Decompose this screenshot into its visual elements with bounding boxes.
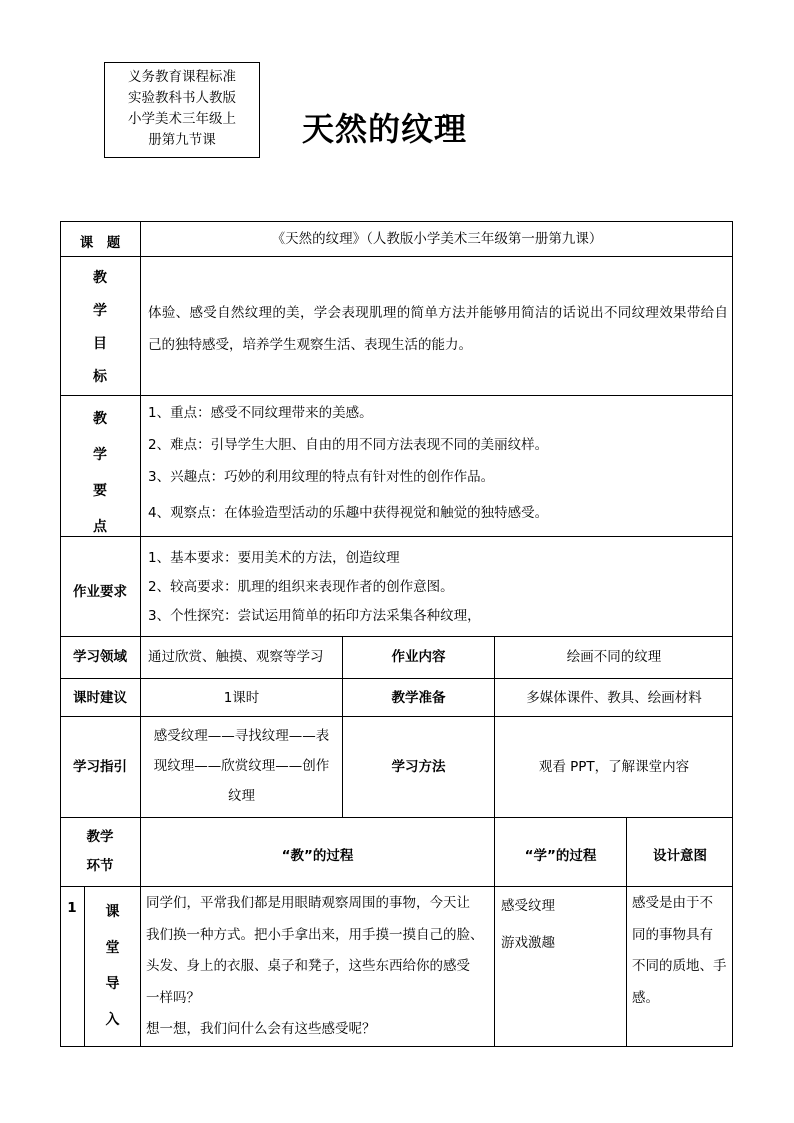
points-label-char: 要 bbox=[93, 483, 107, 499]
points-item: 4、观察点：在体验造型活动的乐趣中获得视觉和触觉的独特感受。 bbox=[148, 505, 549, 521]
lesson-plan-table bbox=[60, 221, 733, 1047]
goals-text: 体验、感受自然纹理的美，学会表现肌理的简单方法并能够用简洁的话说出不同纹理效果带给自己的独特感受，培养学生观察生活、表现生活的能力。 bbox=[148, 305, 728, 353]
step-stage bbox=[85, 894, 140, 1038]
guide-line: 感受纹理——寻找纹理——表 bbox=[153, 728, 330, 744]
step-intent-text bbox=[632, 888, 733, 1014]
stage-header bbox=[60, 823, 140, 881]
homework-content-label: 作业内容 bbox=[391, 649, 446, 665]
homework-item: 2、较高要求：肌理的组织来表现作者的创作意图。 bbox=[148, 579, 454, 595]
step-stage-char: 导 bbox=[105, 976, 120, 992]
guide-value bbox=[141, 721, 342, 811]
homework-label: 作业要求 bbox=[73, 584, 127, 600]
stage-header-line: 环节 bbox=[86, 858, 114, 874]
course-info-line: 册第九节课 bbox=[148, 132, 216, 148]
step-stage-char: 入 bbox=[105, 1012, 120, 1028]
course-info-line: 义务教育课程标准 bbox=[128, 69, 236, 85]
homework-item: 3、个性探究：尝试运用简单的拓印方法采集各种纹理， bbox=[148, 608, 481, 624]
step-teach-text bbox=[146, 888, 494, 1046]
teach-process-header: “教”的过程 bbox=[281, 848, 354, 864]
design-intent-header: 设计意图 bbox=[653, 848, 707, 864]
homework-list bbox=[148, 544, 728, 631]
step-number: 1 bbox=[67, 900, 77, 916]
step-learn-text bbox=[501, 888, 626, 962]
step-stage-char: 堂 bbox=[105, 940, 120, 956]
guide-line: 纹理 bbox=[228, 788, 255, 804]
teach-line: 头发、身上的衣服、桌子和凳子，这些东西给你的感受 bbox=[146, 958, 470, 974]
time-value: 1课时 bbox=[223, 690, 260, 706]
goals-label-char: 目 bbox=[93, 336, 107, 352]
goals-label bbox=[60, 262, 140, 394]
teach-line: 我们换一种方式。把小手拿出来，用手摸一摸自己的脸、 bbox=[146, 926, 484, 943]
learn-process-header: “学”的过程 bbox=[524, 848, 597, 864]
learn-line: 游戏激趣 bbox=[501, 935, 555, 951]
homework-content-value: 绘画不同的纹理 bbox=[566, 649, 662, 665]
topic-value: 《天然的纹理》（人教版小学美术三年级第一册第九课） bbox=[271, 231, 603, 247]
course-info-box bbox=[104, 62, 260, 158]
intent-line: 不同的质地、手 bbox=[632, 958, 727, 974]
goals-label-char: 标 bbox=[93, 369, 107, 385]
points-item: 1、重点：感受不同纹理带来的美感。 bbox=[148, 405, 373, 421]
learn-line: 感受纹理 bbox=[501, 898, 555, 914]
topic-label: 课 题 bbox=[79, 235, 121, 251]
course-info-line: 小学美术三年级上 bbox=[128, 111, 236, 127]
stage-header-line: 教学 bbox=[86, 829, 114, 845]
goals-label-char: 学 bbox=[93, 303, 107, 319]
step-stage-char: 课 bbox=[105, 904, 120, 920]
points-item: 2、难点：引导学生大胆、自由的用不同方法表现不同的美丽纹样。 bbox=[148, 437, 549, 453]
points-item: 3、兴趣点：巧妙的利用纹理的特点有针对性的创作作品。 bbox=[148, 469, 495, 485]
preparation-label: 教学准备 bbox=[391, 690, 446, 706]
teach-line: 一样吗？ bbox=[146, 989, 200, 1006]
guide-line: 现纹理——欣赏纹理——创作 bbox=[153, 758, 330, 774]
points-list bbox=[148, 397, 728, 529]
page-title: 天然的纹理 bbox=[302, 110, 468, 148]
homework-item: 1、基本要求：要用美术的方法，创造纹理 bbox=[148, 550, 400, 566]
teach-line: 同学们，平常我们都是用眼睛观察周围的事物，今天让 bbox=[146, 895, 470, 911]
intent-line: 感。 bbox=[632, 989, 659, 1006]
points-label bbox=[60, 401, 140, 545]
goals-label-char: 教 bbox=[93, 270, 107, 286]
time-label: 课时建议 bbox=[73, 690, 127, 706]
method-value: 观看 PPT，了解课堂内容 bbox=[538, 759, 690, 775]
domain-label: 学习领域 bbox=[73, 649, 127, 665]
course-info-line: 实验教科书人教版 bbox=[128, 90, 236, 106]
intent-line: 感受是由于不 bbox=[632, 895, 713, 911]
intent-line: 同的事物具有 bbox=[632, 926, 713, 943]
domain-value: 通过欣赏、触摸、观察等学习 bbox=[148, 649, 324, 665]
points-label-char: 教 bbox=[93, 411, 107, 427]
method-label: 学习方法 bbox=[391, 759, 446, 775]
preparation-value: 多媒体课件、教具、绘画材料 bbox=[526, 690, 702, 706]
points-label-char: 学 bbox=[93, 447, 107, 463]
guide-label: 学习指引 bbox=[73, 759, 127, 775]
teach-line: 想一想，我们问什么会有这些感受呢？ bbox=[146, 1021, 376, 1037]
points-label-char: 点 bbox=[93, 519, 107, 535]
